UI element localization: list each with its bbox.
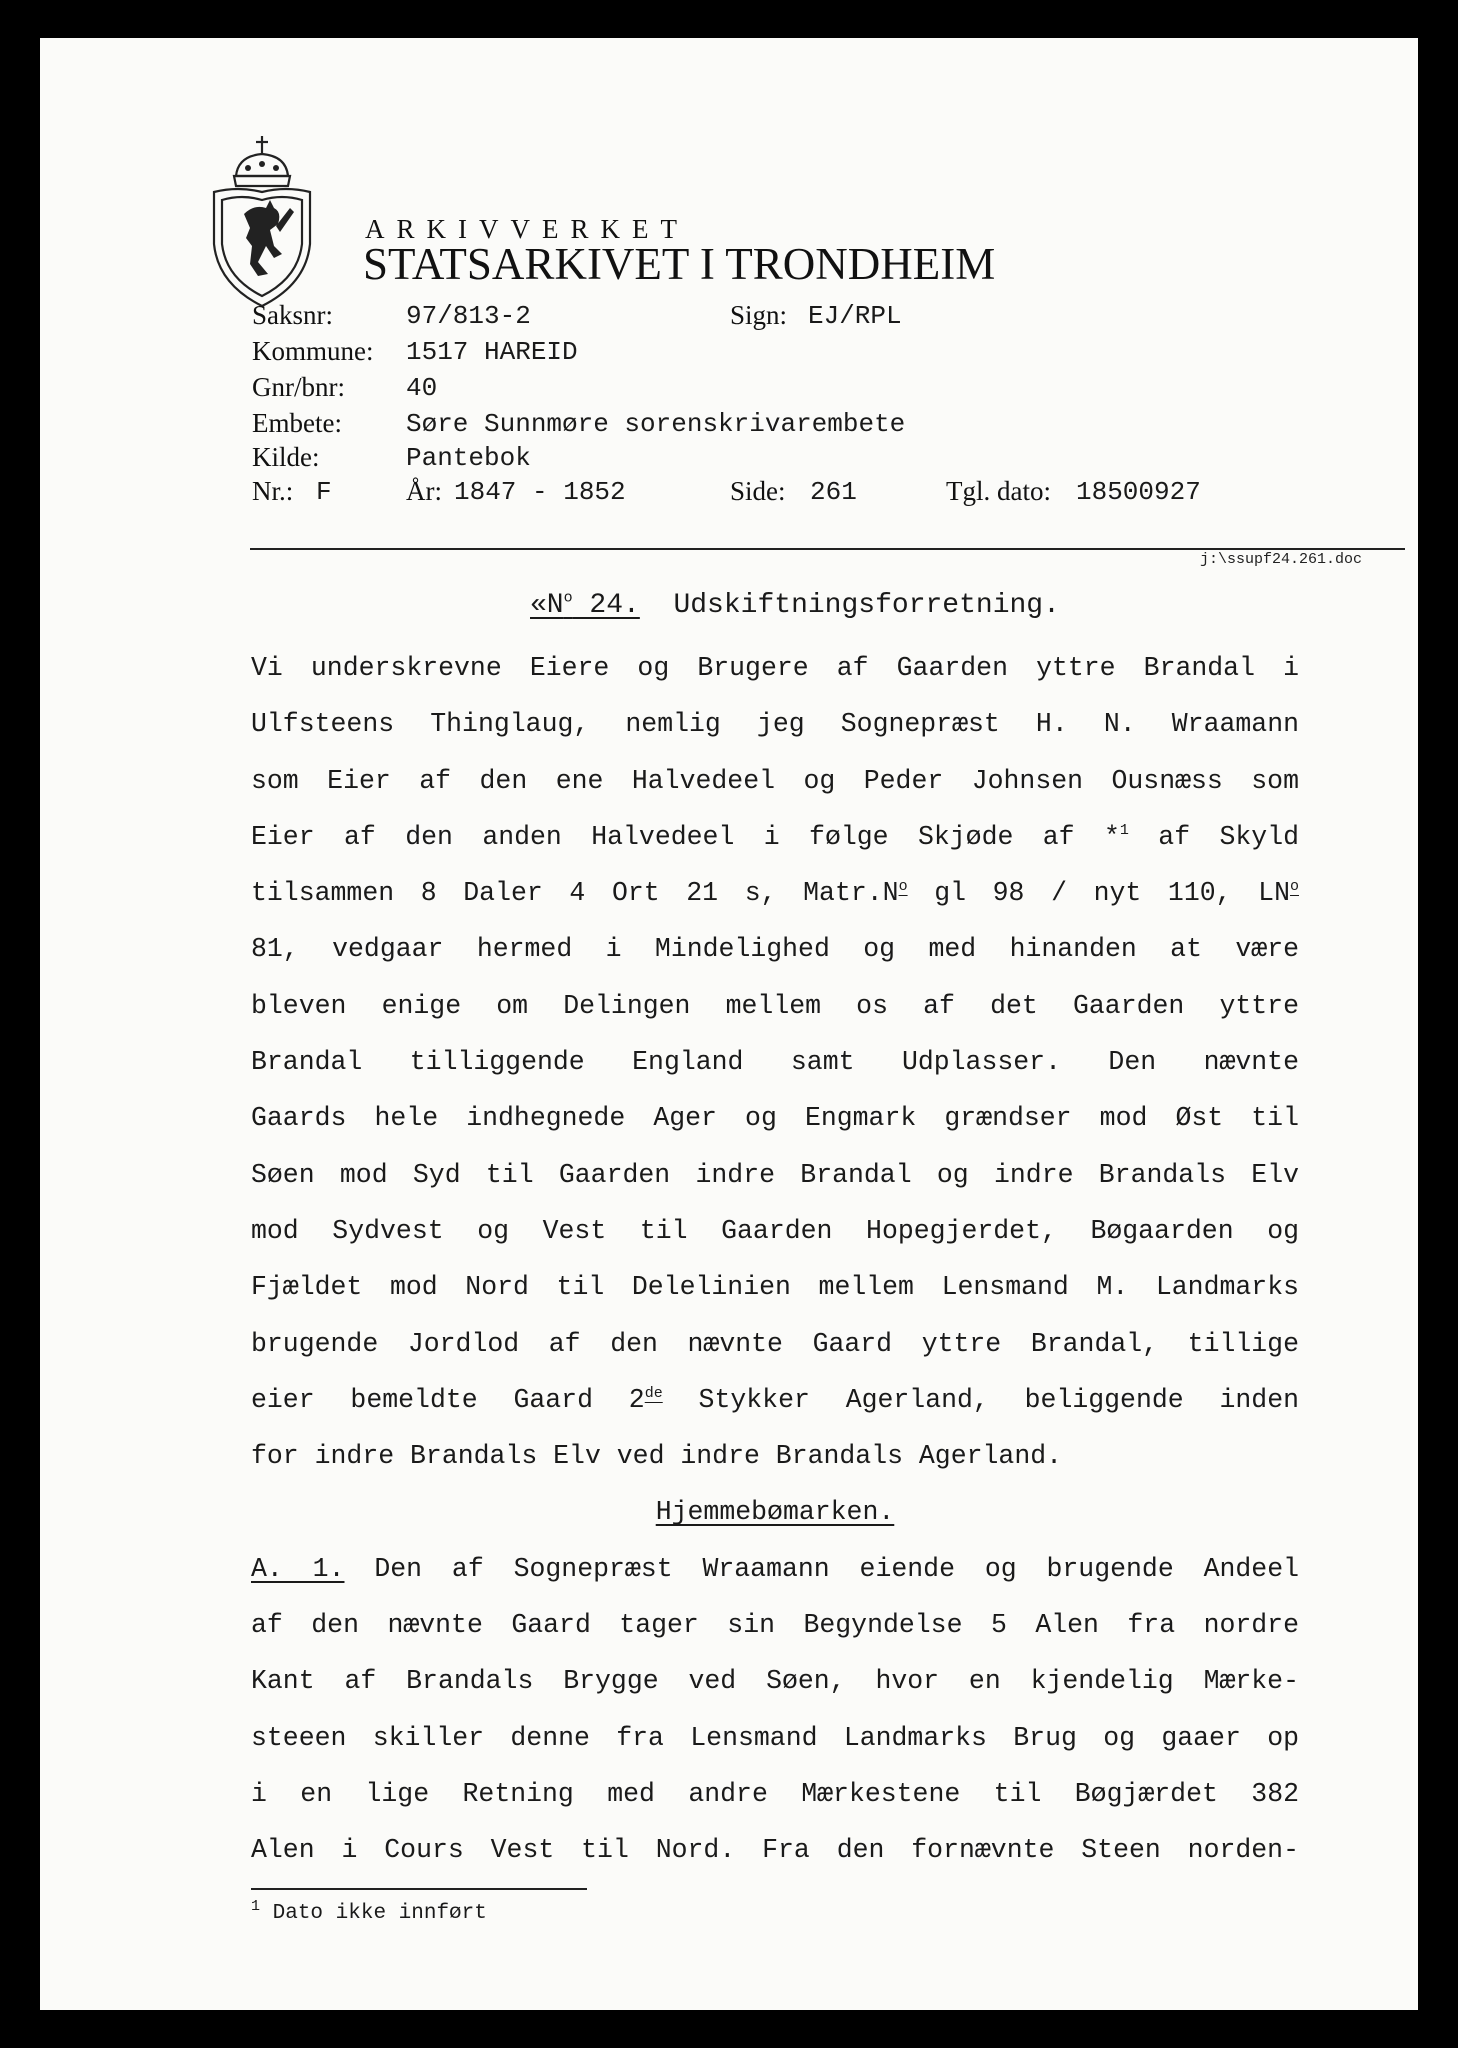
text-line: Søen mod Syd til Gaarden indre Brandal og indre Brandals Elv [251,1159,1299,1190]
text-line [251,1484,1299,1540]
document-body [251,640,1299,1879]
text-line: mod Sydvest og Vest til Gaarden Hopegjerdet, Bøgaarden og [251,1215,1299,1246]
text-line: 81, vedgaar hermed i Mindelighed og med hinanden at være [251,934,1299,965]
text-line: Fjældet mod Nord til Delelinien mellem Lensmand M. Landmarks [251,1272,1299,1303]
text-line: som Eier af den ene Halvedeel og Peder Johnsen Ousnæss som [251,765,1299,796]
side-value: 261 [810,477,857,507]
sign-label: Sign: [730,300,788,330]
text-line: Eier af den anden Halvedeel i følge Skjøde af *$^1$ af Skyld [251,821,1299,852]
text-line: brugende Jordlod af den nævnte Gaard yttre Brandal, tillige [251,1328,1299,1359]
kilde-label: Kilde: [252,442,320,472]
gnrbnr-value: 40 [406,373,438,403]
text-line: Kant af Brandals Brygge ved Søen, hvor en kjendelig Mærke- [251,1666,1299,1697]
saksnr-label: Saksnr: [252,300,333,330]
org-name-small: ARKIVVERKET [365,214,689,244]
org-name-large: STATSARKIVET I TRONDHEIM [363,239,996,289]
nr-value: F [316,477,332,507]
text-line: Brandal tilliggende England samt Udplasser. Den nævnte [251,1047,1299,1078]
text-line: for indre Brandals Elv ved indre Brandals Agerland. [251,1441,1063,1472]
document-page [40,38,1418,2010]
text-line: bleven enige om Delingen mellem os af det Gaarden yttre [251,990,1299,1021]
document-title: «$N^o$ 24. Udskiftningsforretning. [530,589,1060,621]
saksnr-value: 97/813-2 [406,301,531,331]
text-line: steeen skiller denne fra Lensmand Landmarks Brug og gaaer op [251,1722,1299,1753]
header-divider [250,548,1405,550]
side-label: Side: [730,476,786,506]
aar-value: 1847 - 1852 [454,477,626,507]
tgl-dato-value: 18500927 [1076,477,1201,507]
tgl-dato-label: Tgl. dato: [946,476,1051,506]
embete-label: Embete: [252,408,342,438]
text-line: af den nævnte Gaard tager sin Begyndelse 5 Alen fra nordre [251,1610,1299,1641]
aar-label: År: [406,476,442,506]
kommune-label: Kommune: [252,336,374,366]
footnote-divider [251,1888,587,1890]
text-line: i en lige Retning med andre Mærkestene til Bøgjærdet 382 [251,1778,1299,1809]
text-line: A. 1. Den af Sognepræst Wraamann eiende og brugende Andeel [251,1553,1299,1584]
text-line: tilsammen 8 Daler 4 Ort 21 s, $Matr.N^o$ gl 98 / nyt 110, $LN^o$ [251,878,1299,909]
coat-of-arms-icon [208,134,316,312]
gnrbnr-label: Gnr/bnr: [252,372,345,402]
section-heading: Hjemmebømarken. [655,1497,895,1528]
sign-value: EJ/RPL [808,301,902,331]
text-line: Gaards hele indhegnede Ager og Engmark grændser mod Øst til [251,1103,1299,1134]
embete-value: Søre Sunnmøre sorenskrivarembete [406,409,906,439]
text-line: Vi underskrevne Eiere og Brugere af Gaarden yttre Brandal i [251,653,1299,683]
file-name: j:\ssupf24.261.doc [1199,551,1362,568]
text-line: eier bemeldte Gaard 2de Stykker Agerland, beliggende inden [251,1384,1299,1415]
text-line: Ulfsteens Thinglaug, nemlig jeg Sognepræst H. N. Wraamann [251,709,1299,740]
nr-label: Nr.: [252,476,294,506]
kilde-value: Pantebok [406,443,531,473]
footnote: $^1$ Dato ikke innført [251,1898,487,1925]
text-line: Alen i Cours Vest til Nord. Fra den fornævnte Steen norden- [251,1835,1299,1866]
kommune-value: 1517 HAREID [406,337,578,367]
